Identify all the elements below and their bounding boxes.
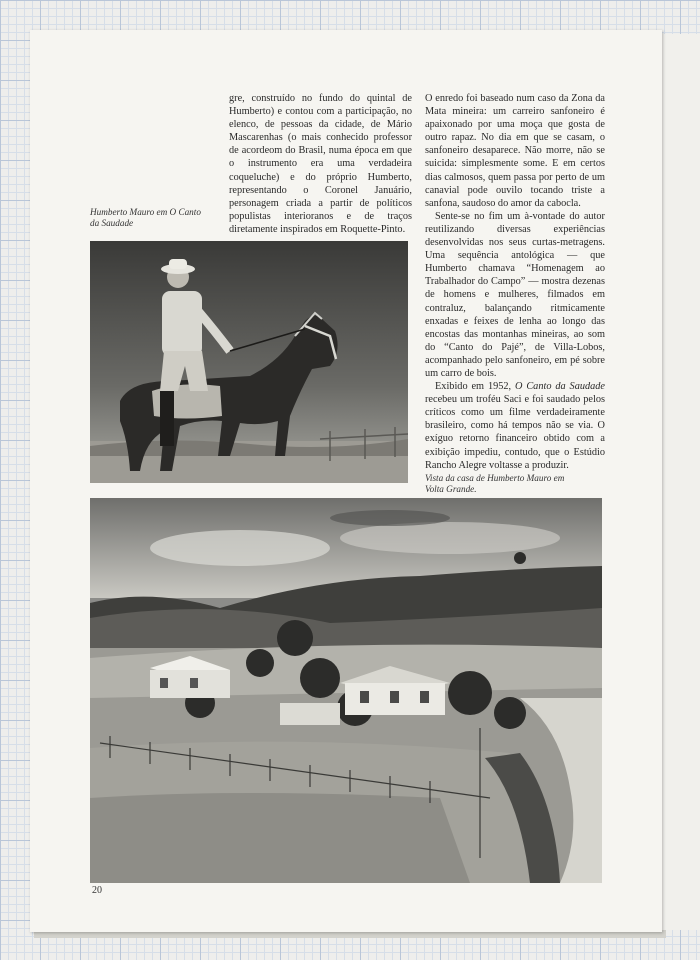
text-run: Exibido em 1952, [435,381,515,393]
right-text-column [425,92,605,472]
right-paragraph-1: O enredo foi baseado num caso da Zona da Mata mineira: um carreiro sanfoneiro é apaixonado por uma moça que gosta de outro rapaz. No dia em que se casam, o sanfoneiro desaparece. Não morre, não se suicida: simplesmente some. E em certos dias calmosos, quem passa por perto de um canavial pode ouvilo tocando triste a sanfona, saudoso do amor da cabocla. [425,93,605,209]
film-title: O Canto da Saudade [515,381,606,393]
middle-text-column [229,92,412,236]
facing-page-edge [660,34,700,930]
text-run: recebeu um troféu Saci e foi saudado pelos críticos como um filme verdadeiramente brasileiro, como há tempos não se via. O exíguo retorno financeiro obtido com a exibição impediu, contudo, que o Estúdio Rancho Alegre voltasse a produzir. [425,394,605,471]
middle-paragraph: gre, construído no fundo do quintal de Humberto) e contou com a participação, no elenco, de pessoas da cidade, de Mário Mascarenhas (o mais conhecido professor de acordeom do Brasil, numa época em que o instrumento era uma verdadeira coqueluche) e do próprio Humberto, representando o Coronel Januário, personagem criada a partir de políticos populistas interioranos e de traços diretamente inspirados em Roquette-Pinto. [229,93,412,235]
right-paragraph-2: Sente-se no fim um à-vontade do autor reutilizando diversas experiências desenvolvidas nos seus curtas-metragens. Uma sequência antológica — que Humberto chamava “Homenagem ao Trabalhador do Campo” — mostra dezenas de homens e mulheres, filmados em contraluz, balançando ritmicamente enxadas e feixes de lenha ao longo das encostas das montanhas mineiras, ao som do “Canto do Pajé”, de Villa-Lobos, acompanhado pelo sanfoneiro, em pé sobre um carro de bois. [425,210,605,379]
house-photo-caption: Vista da casa de Humberto Mauro em Volta Grande. [425,473,565,494]
horseman-photo [90,241,408,483]
horseman-photo-caption: Humberto Mauro em O Canto da Saudade [90,207,201,228]
house-landscape-photo [90,498,602,883]
page-number: 20 [92,885,102,896]
right-paragraph-3 [425,380,605,472]
magazine-page [30,30,662,932]
